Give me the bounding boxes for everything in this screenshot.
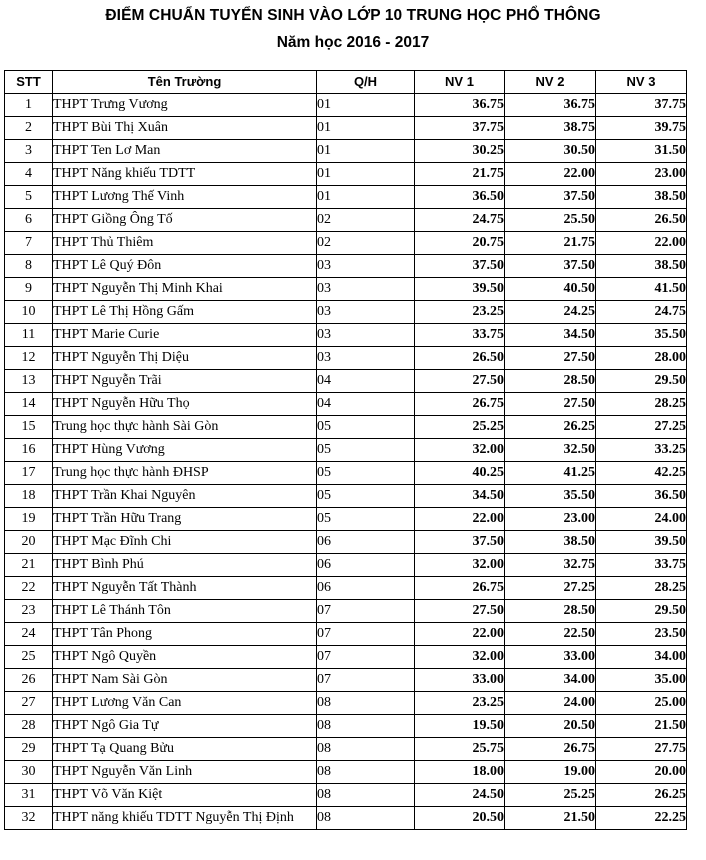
- cell-school-name: THPT Năng khiếu TDTT: [53, 163, 317, 186]
- cell-district: 08: [317, 807, 415, 830]
- column-header-stt: STT: [5, 71, 53, 94]
- cell-nv1: 22.00: [415, 623, 505, 646]
- cell-stt: 30: [5, 761, 53, 784]
- cell-school-name: THPT Bùi Thị Xuân: [53, 117, 317, 140]
- cell-district: 02: [317, 209, 415, 232]
- cell-nv1: 25.75: [415, 738, 505, 761]
- cell-nv1: 18.00: [415, 761, 505, 784]
- cell-district: 08: [317, 738, 415, 761]
- cell-school-name: THPT Bình Phú: [53, 554, 317, 577]
- cell-school-name: THPT Nguyễn Thị Diệu: [53, 347, 317, 370]
- document-subtitle: Năm học 2016 - 2017: [276, 34, 430, 51]
- cell-nv1: 23.25: [415, 301, 505, 324]
- table-row: [5, 485, 687, 508]
- cell-nv2: 41.25: [505, 462, 596, 485]
- cell-stt: 2: [5, 117, 53, 140]
- cell-district: 04: [317, 393, 415, 416]
- cell-nv3: 29.50: [596, 600, 687, 623]
- cell-nv3: 26.50: [596, 209, 687, 232]
- cell-nv2: 37.50: [505, 255, 596, 278]
- cell-school-name: THPT Hùng Vương: [53, 439, 317, 462]
- cell-nv2: 21.50: [505, 807, 596, 830]
- table-row: [5, 623, 687, 646]
- cell-nv1: 34.50: [415, 485, 505, 508]
- cell-stt: 25: [5, 646, 53, 669]
- cell-stt: 29: [5, 738, 53, 761]
- cell-district: 08: [317, 692, 415, 715]
- cell-district: 05: [317, 485, 415, 508]
- table-row: [5, 347, 687, 370]
- cell-district: 05: [317, 416, 415, 439]
- cell-district: 01: [317, 140, 415, 163]
- cell-stt: 9: [5, 278, 53, 301]
- cell-stt: 10: [5, 301, 53, 324]
- column-header-school-name: Tên Trường: [53, 71, 317, 94]
- cell-school-name: THPT Nguyễn Thị Minh Khai: [53, 278, 317, 301]
- cell-district: 03: [317, 347, 415, 370]
- cell-nv2: 27.25: [505, 577, 596, 600]
- cell-school-name: THPT Nguyễn Hữu Thọ: [53, 393, 317, 416]
- cell-nv3: 24.75: [596, 301, 687, 324]
- table-row: [5, 94, 687, 117]
- cell-school-name: THPT Lương Thế Vinh: [53, 186, 317, 209]
- cell-nv1: 20.75: [415, 232, 505, 255]
- cell-district: 03: [317, 301, 415, 324]
- cell-nv3: 27.25: [596, 416, 687, 439]
- cell-nv2: 32.50: [505, 439, 596, 462]
- document-title: ĐIỂM CHUẨN TUYỂN SINH VÀO LỚP 10 TRUNG HỌC PHỔ THÔNG: [105, 7, 601, 24]
- cell-nv3: 35.50: [596, 324, 687, 347]
- cell-nv2: 30.50: [505, 140, 596, 163]
- cell-nv3: 37.75: [596, 94, 687, 117]
- cell-nv1: 33.00: [415, 669, 505, 692]
- cell-nv1: 40.25: [415, 462, 505, 485]
- table-row: [5, 508, 687, 531]
- cell-nv1: 36.75: [415, 94, 505, 117]
- table-row: [5, 462, 687, 485]
- table-row: [5, 600, 687, 623]
- table-row: [5, 531, 687, 554]
- cell-nv2: 40.50: [505, 278, 596, 301]
- cell-nv1: 32.00: [415, 554, 505, 577]
- cell-nv2: 28.50: [505, 600, 596, 623]
- cell-school-name: THPT năng khiếu TDTT Nguyễn Thị Định: [53, 807, 317, 830]
- cell-nv3: 36.50: [596, 485, 687, 508]
- cell-nv3: 24.00: [596, 508, 687, 531]
- table-row: [5, 784, 687, 807]
- cell-nv2: 26.25: [505, 416, 596, 439]
- cell-district: 03: [317, 255, 415, 278]
- cell-stt: 32: [5, 807, 53, 830]
- cell-stt: 27: [5, 692, 53, 715]
- cell-stt: 23: [5, 600, 53, 623]
- cell-nv2: 21.75: [505, 232, 596, 255]
- table-header-row: [5, 71, 687, 94]
- cell-nv1: 19.50: [415, 715, 505, 738]
- cell-nv2: 32.75: [505, 554, 596, 577]
- table-row: [5, 140, 687, 163]
- table-row: [5, 439, 687, 462]
- column-header-district: Q/H: [317, 71, 415, 94]
- cell-nv3: 28.25: [596, 393, 687, 416]
- cell-district: 08: [317, 715, 415, 738]
- cell-stt: 3: [5, 140, 53, 163]
- table-row: [5, 117, 687, 140]
- cell-nv1: 37.75: [415, 117, 505, 140]
- cell-nv3: 27.75: [596, 738, 687, 761]
- table-body: [5, 94, 687, 830]
- cell-stt: 28: [5, 715, 53, 738]
- cell-stt: 22: [5, 577, 53, 600]
- cell-school-name: THPT Nguyễn Tất Thành: [53, 577, 317, 600]
- cell-district: 07: [317, 623, 415, 646]
- cell-nv3: 38.50: [596, 255, 687, 278]
- cell-school-name: THPT Giồng Ông Tố: [53, 209, 317, 232]
- table-row: [5, 738, 687, 761]
- table-row: [5, 163, 687, 186]
- cell-nv3: 42.25: [596, 462, 687, 485]
- cell-school-name: THPT Trần Hữu Trang: [53, 508, 317, 531]
- cell-nv1: 25.25: [415, 416, 505, 439]
- table-row: [5, 577, 687, 600]
- cell-district: 06: [317, 531, 415, 554]
- cell-nv3: 39.50: [596, 531, 687, 554]
- cell-nv1: 26.75: [415, 577, 505, 600]
- cell-nv1: 23.25: [415, 692, 505, 715]
- cell-nv2: 33.00: [505, 646, 596, 669]
- cell-nv1: 24.75: [415, 209, 505, 232]
- cell-district: 04: [317, 370, 415, 393]
- cell-nv3: 22.00: [596, 232, 687, 255]
- table-row: [5, 301, 687, 324]
- cell-school-name: THPT Lê Quý Đôn: [53, 255, 317, 278]
- cell-school-name: THPT Trần Khai Nguyên: [53, 485, 317, 508]
- cell-district: 06: [317, 577, 415, 600]
- cell-school-name: THPT Thủ Thiêm: [53, 232, 317, 255]
- cell-school-name: THPT Mạc Đĩnh Chi: [53, 531, 317, 554]
- cell-stt: 4: [5, 163, 53, 186]
- cell-nv1: 26.75: [415, 393, 505, 416]
- table-row: [5, 393, 687, 416]
- cell-school-name: THPT Lê Thị Hồng Gấm: [53, 301, 317, 324]
- cell-school-name: THPT Võ Văn Kiệt: [53, 784, 317, 807]
- cell-stt: 17: [5, 462, 53, 485]
- cell-nv1: 27.50: [415, 370, 505, 393]
- cell-district: 01: [317, 163, 415, 186]
- cell-nv3: 39.75: [596, 117, 687, 140]
- cell-district: 05: [317, 462, 415, 485]
- cell-school-name: THPT Nam Sài Gòn: [53, 669, 317, 692]
- table-row: [5, 186, 687, 209]
- cell-school-name: Trung học thực hành ĐHSP: [53, 462, 317, 485]
- cell-school-name: THPT Ten Lơ Man: [53, 140, 317, 163]
- cell-nv2: 23.00: [505, 508, 596, 531]
- cell-nv1: 32.00: [415, 439, 505, 462]
- cell-nv2: 24.25: [505, 301, 596, 324]
- table-row: [5, 554, 687, 577]
- cell-nv3: 23.00: [596, 163, 687, 186]
- cell-nv2: 28.50: [505, 370, 596, 393]
- cell-school-name: THPT Lê Thánh Tôn: [53, 600, 317, 623]
- cell-nv2: 36.75: [505, 94, 596, 117]
- cell-nv1: 24.50: [415, 784, 505, 807]
- cell-nv2: 27.50: [505, 347, 596, 370]
- cell-nv2: 35.50: [505, 485, 596, 508]
- cell-nv1: 20.50: [415, 807, 505, 830]
- cell-nv3: 23.50: [596, 623, 687, 646]
- cell-nv3: 34.00: [596, 646, 687, 669]
- cell-nv1: 30.25: [415, 140, 505, 163]
- cell-nv3: 33.25: [596, 439, 687, 462]
- table-row: [5, 232, 687, 255]
- cell-district: 01: [317, 186, 415, 209]
- cell-district: 06: [317, 554, 415, 577]
- cell-nv3: 28.25: [596, 577, 687, 600]
- cell-district: 03: [317, 324, 415, 347]
- cell-nv2: 34.00: [505, 669, 596, 692]
- table-row: [5, 255, 687, 278]
- cell-nv1: 26.50: [415, 347, 505, 370]
- cell-stt: 18: [5, 485, 53, 508]
- table-row: [5, 416, 687, 439]
- cell-nv3: 41.50: [596, 278, 687, 301]
- cell-stt: 5: [5, 186, 53, 209]
- cell-nv3: 33.75: [596, 554, 687, 577]
- cell-nv1: 21.75: [415, 163, 505, 186]
- cell-stt: 26: [5, 669, 53, 692]
- cell-nv1: 37.50: [415, 531, 505, 554]
- cell-school-name: THPT Nguyễn Trãi: [53, 370, 317, 393]
- column-header-nv3: NV 3: [596, 71, 687, 94]
- table-row: [5, 669, 687, 692]
- cell-nv2: 20.50: [505, 715, 596, 738]
- table-row: [5, 278, 687, 301]
- column-header-nv1: NV 1: [415, 71, 505, 94]
- table-row: [5, 370, 687, 393]
- cell-stt: 7: [5, 232, 53, 255]
- cell-nv2: 27.50: [505, 393, 596, 416]
- cell-district: 08: [317, 784, 415, 807]
- table-row: [5, 761, 687, 784]
- cell-school-name: THPT Tân Phong: [53, 623, 317, 646]
- cell-nv2: 26.75: [505, 738, 596, 761]
- cell-school-name: THPT Lương Văn Can: [53, 692, 317, 715]
- table-row: [5, 324, 687, 347]
- cell-nv2: 25.50: [505, 209, 596, 232]
- table-row: [5, 692, 687, 715]
- cell-stt: 13: [5, 370, 53, 393]
- cell-stt: 8: [5, 255, 53, 278]
- cell-nv3: 25.00: [596, 692, 687, 715]
- cell-nv1: 27.50: [415, 600, 505, 623]
- cell-district: 05: [317, 508, 415, 531]
- cell-nv2: 24.00: [505, 692, 596, 715]
- cell-nv2: 37.50: [505, 186, 596, 209]
- cell-nv2: 25.25: [505, 784, 596, 807]
- cell-nv3: 20.00: [596, 761, 687, 784]
- cell-district: 07: [317, 669, 415, 692]
- cell-nv3: 29.50: [596, 370, 687, 393]
- cell-stt: 20: [5, 531, 53, 554]
- cell-nv2: 38.75: [505, 117, 596, 140]
- cell-nv3: 31.50: [596, 140, 687, 163]
- cell-stt: 1: [5, 94, 53, 117]
- cell-stt: 16: [5, 439, 53, 462]
- column-header-nv2: NV 2: [505, 71, 596, 94]
- cell-district: 07: [317, 646, 415, 669]
- cell-nv1: 36.50: [415, 186, 505, 209]
- cell-nv2: 22.00: [505, 163, 596, 186]
- cell-school-name: THPT Ngô Quyền: [53, 646, 317, 669]
- cell-nv1: 32.00: [415, 646, 505, 669]
- cell-stt: 12: [5, 347, 53, 370]
- cell-stt: 11: [5, 324, 53, 347]
- cell-stt: 15: [5, 416, 53, 439]
- cell-district: 01: [317, 117, 415, 140]
- cell-school-name: THPT Tạ Quang Bửu: [53, 738, 317, 761]
- cell-nv3: 35.00: [596, 669, 687, 692]
- cell-district: 03: [317, 278, 415, 301]
- cell-school-name: THPT Nguyễn Văn Linh: [53, 761, 317, 784]
- cell-stt: 14: [5, 393, 53, 416]
- cell-stt: 6: [5, 209, 53, 232]
- cell-nv1: 37.50: [415, 255, 505, 278]
- cell-district: 07: [317, 600, 415, 623]
- cell-district: 08: [317, 761, 415, 784]
- cell-district: 02: [317, 232, 415, 255]
- cell-stt: 21: [5, 554, 53, 577]
- cell-stt: 19: [5, 508, 53, 531]
- cell-nv2: 38.50: [505, 531, 596, 554]
- cell-nv2: 22.50: [505, 623, 596, 646]
- admission-scores-table: [4, 70, 687, 830]
- cell-nv3: 38.50: [596, 186, 687, 209]
- cell-district: 05: [317, 439, 415, 462]
- cell-school-name: THPT Ngô Gia Tự: [53, 715, 317, 738]
- cell-nv1: 39.50: [415, 278, 505, 301]
- table-row: [5, 209, 687, 232]
- cell-nv1: 22.00: [415, 508, 505, 531]
- cell-nv2: 34.50: [505, 324, 596, 347]
- table-row: [5, 715, 687, 738]
- cell-school-name: Trung học thực hành Sài Gòn: [53, 416, 317, 439]
- cell-nv3: 28.00: [596, 347, 687, 370]
- cell-district: 01: [317, 94, 415, 117]
- table-row: [5, 807, 687, 830]
- cell-nv2: 19.00: [505, 761, 596, 784]
- cell-nv3: 26.25: [596, 784, 687, 807]
- cell-stt: 24: [5, 623, 53, 646]
- cell-school-name: THPT Marie Curie: [53, 324, 317, 347]
- cell-nv3: 21.50: [596, 715, 687, 738]
- cell-nv3: 22.25: [596, 807, 687, 830]
- table-row: [5, 646, 687, 669]
- cell-stt: 31: [5, 784, 53, 807]
- cell-school-name: THPT Trưng Vương: [53, 94, 317, 117]
- cell-nv1: 33.75: [415, 324, 505, 347]
